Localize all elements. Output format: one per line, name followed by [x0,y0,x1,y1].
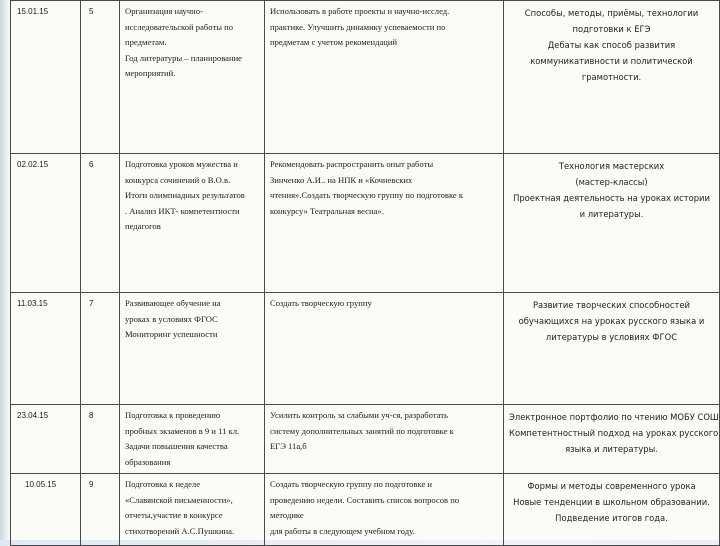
table-row [11,1,720,154]
technologies-line: и литературы. [579,209,644,219]
methodical-plan-table [10,0,720,546]
recommendation-line: Создать творческую группу [270,298,372,308]
technologies-line: Формы и методы современного урока [527,481,696,491]
topic-cell [120,293,265,405]
topic-line: Год литературы – планирование [125,52,242,63]
technologies-line: Новые тенденции в школьном образовании. [513,497,710,507]
topic-line: образования [125,456,171,467]
technologies-line: обучающихся на уроках русского языка и [518,316,705,326]
page-edge-shadow [0,0,10,540]
topic-line: Задачи повышения качества [125,441,228,451]
topic-line: . Анализ ИКТ- компетентности [125,205,240,216]
technologies-line: языка и литературы. [565,444,658,454]
topic-line: Мониторинг успешности [125,329,218,339]
topic-line: «Славянской письменности», [125,494,233,505]
topic-cell [120,405,265,474]
recommendation-line: практике. Улучшить динамику успеваемости по [270,21,446,32]
meeting-number-cell: 7 [81,293,120,405]
recommendation-line: предметам с учетом рекомендаций [270,37,398,47]
topic-line: уроках в условиях ФГОС [125,313,218,324]
date-cell: 15.01.15 [11,1,81,154]
technologies-cell [504,1,720,154]
topic-line: мероприятий. [125,68,176,78]
table-row [11,154,720,293]
recommendation-line: методике [270,510,304,520]
recommendation-cell [265,474,504,546]
table-row [11,474,720,546]
meeting-number-cell: 9 [81,474,120,546]
technologies-line: Дебаты как способ развития [547,40,676,50]
topic-line: отчеты,участие в конкурсе [125,510,223,520]
technologies-line: Способы, методы, приёмы, технологии [524,8,699,18]
topic-cell [120,1,265,154]
topic-line: Подготовка к проведению [125,410,221,420]
technologies-cell [504,154,720,293]
topic-line: исследовательской работы по [125,21,234,32]
recommendation-cell [265,1,504,154]
topic-line: стихотворений А.С.Пушкина. [125,525,235,536]
topic-cell [120,474,265,546]
topic-line: Итоги олимпиадных результатов [125,190,245,200]
recommendation-line: проведению недели. Составить список вопросов по [270,494,460,505]
date-cell: 10.05.15 [11,474,81,546]
recommendation-line: для работы в следующем учебном году. [270,525,415,536]
technologies-cell [504,405,720,474]
technologies-line: Технология мастерских [558,161,665,171]
table-row [11,293,720,405]
topic-line: конкурса сочинений о В.О.в. [125,174,231,185]
date-cell: 23.04.15 [11,405,81,474]
topic-line: Развивающее обучение на [125,298,221,308]
topic-cell [120,154,265,293]
topic-line: пробных экзаменов в 9 и 11 кл. [125,425,240,436]
technologies-line: Электронное портфолио по чтению МОБУ СОШ [509,412,719,422]
recommendation-line: Создать творческую группу по подготовке и [270,479,433,489]
technologies-cell [504,293,720,405]
technologies-line: коммуникативности и политической [530,56,693,66]
table-row [11,405,720,474]
recommendation-line: чтения».Создать творческую группу по подготовке к [270,190,464,200]
recommendation-line: конкурсу» Театральная весна». [270,205,384,216]
technologies-cell [504,474,720,546]
technologies-line: Проектная деятельность на уроках истории [513,193,710,203]
topic-line: Подготовка к неделе [125,479,201,489]
technologies-line: подготовки к ЕГЭ [572,24,651,34]
date-cell: 11.03.15 [11,293,81,405]
recommendation-line: Рекомендовать распространить опыт работы [270,159,434,169]
meeting-number-cell: 6 [81,154,120,293]
topic-line: предметам. [125,37,167,47]
recommendation-cell [265,154,504,293]
technologies-line: Развитие творческих способностей [532,300,690,310]
technologies-line: Подведение итогов года. [555,513,668,523]
recommendation-line: систему дополнительных занятий по подготовке к [270,425,454,436]
recommendation-line: Использовать в работе проекты и научно-исслед. [270,6,450,16]
technologies-line: (мастер-классы) [575,177,648,187]
meeting-number-cell: 8 [81,405,120,474]
recommendation-cell [265,405,504,474]
date-cell: 02.02.15 [11,154,81,293]
recommendation-line: ЕГЭ 11а,б [270,441,307,451]
topic-line: Организация научно- [125,6,203,16]
technologies-line: грамотности. [581,72,642,82]
technologies-line: Компетентностный подход на уроках русского [509,428,719,438]
technologies-line: литературы в условиях ФГОС [545,332,678,342]
topic-line: педагогов [125,221,161,231]
recommendation-line: Усилить контроль за слабыми уч-ся, разработать [270,410,448,420]
recommendation-line: Зинченко А.И.. на НПК и «Кочневских [270,174,413,185]
topic-line: Подготовка уроков мужества и [125,159,238,169]
recommendation-cell [265,293,504,405]
meeting-number-cell: 5 [81,1,120,154]
